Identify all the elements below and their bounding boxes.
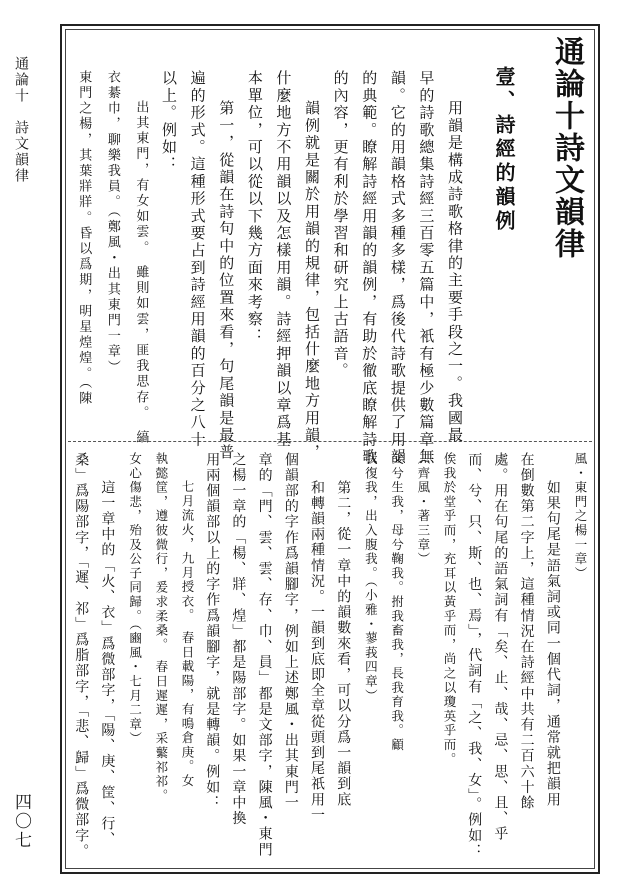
- lower-column-15: 用兩個韻部以上的字作爲韻腳字，就是轉韻。例如：: [204, 452, 221, 811]
- lower-column-5: 而、兮、只、斯、也、焉」，代詞有「之、我、女」。例如：: [466, 452, 483, 860]
- upper-column-14: 東門之楊，其葉牂牂。昏以爲期，明星煌煌。（陳: [76, 70, 92, 407]
- lower-column-11: 和轉韻兩種情況。一韻到底即全章從頭到尾祇用一: [309, 480, 325, 824]
- upper-column-7: 什麼地方不用韻以及怎樣用韻。詩經押韻以章爲基: [274, 70, 293, 449]
- lower-column-10: 第二，從一章中的韻數來看，可以分爲一韻到底: [335, 480, 352, 808]
- chapter-title: [548, 36, 584, 260]
- upper-column-1: 用韻是構成詩歌格律的主要手段之一。我國最: [446, 100, 464, 444]
- upper-column-11: 以上。例如：: [160, 70, 178, 174]
- chapter-number: 通論十: [549, 36, 584, 132]
- section-title: 壹、詩經的韻例: [492, 66, 516, 234]
- lower-column-7: （齊風・著三章）: [415, 452, 431, 567]
- lower-column-6: 俟我於堂乎而，充耳以黃乎而，尚之以瓊英乎而。: [442, 452, 457, 767]
- lower-column-12: 個韻部的字作爲韻腳字，例如上述鄭風・出其東門一: [282, 452, 299, 811]
- lower-column-16: 七月流火，九月授衣。 春日載陽，有鳴倉庚。女: [180, 480, 195, 789]
- lower-column-8: 父兮生我，母兮鞠我。拊我畜我，長我育我。顧: [389, 452, 405, 753]
- upper-column-13: 衣綦巾，聊樂我員。（鄭風・出其東門一章）: [104, 70, 120, 376]
- upper-column-2: 早的詩歌總集詩經三百零五篇中，衹有極少數篇章無: [417, 70, 436, 466]
- chapter-name: 詩文韻律: [549, 132, 584, 260]
- lower-column-9: 我復我，出入腹我。（小雅・蓼莪四章）: [363, 452, 379, 704]
- upper-column-5: 的內容，更有利於學習和研究上古語音。: [331, 70, 350, 380]
- lower-column-3: 在倒數第二字上，這種情況在詩經中共有二百六十餘: [518, 452, 535, 811]
- upper-column-9: 第一，從韻在詩句中的位置來看，句尾韻是最普: [217, 100, 236, 462]
- upper-column-3: 韻。它的用韻格式多種多樣，爲後代詩歌提供了用韻: [388, 70, 407, 466]
- page-number: 四〇七: [11, 793, 31, 850]
- lower-column-19: 這一章中的「火、衣」爲微部字，「陽、庚、筐、行、: [99, 480, 116, 848]
- upper-column-10: 遍的形式。這種形式要占到詩經用韻的百分之八十: [188, 70, 207, 449]
- lower-column-1: 風・東門之楊一章）: [573, 452, 588, 581]
- upper-column-8: 本單位，可以從以下幾方面來考察：: [245, 70, 264, 346]
- lower-column-20: 桑」爲陽部字，「遲、祁」爲脂部字，「悲、歸」爲微部字。: [73, 452, 90, 860]
- lower-column-13: 章的「門、雲、雲、存、巾、員」都是文部字，陳風・東門: [256, 452, 273, 858]
- lower-column-4: 處。用在句尾的語氣詞有「矣、止、哉、忌、思、且、乎: [492, 452, 509, 842]
- lower-column-18: 女心傷悲，殆及公子同歸。（豳風・七月二章）: [127, 452, 143, 747]
- lower-column-14: 之楊一章的「楊、牂、煌」都是陽部字。如果一章中換: [230, 452, 247, 827]
- page-frame: [60, 24, 600, 874]
- upper-column-6: 韻例就是關於用韻的規律，包括什麼地方用韻，: [303, 100, 321, 462]
- upper-column-12: 出其東門，有女如雲。 雖則如雲，匪我思存。 縞: [133, 100, 149, 446]
- upper-column-4: 的典範。瞭解詩經用韻的韻例，有助於徹底瞭解詩歌: [360, 70, 379, 466]
- lower-column-2: 如果句尾是語氣詞或同一個代詞，通常就把韻用: [544, 480, 561, 808]
- lower-column-17: 執懿筐，遵彼微行，爰求柔桑。 春日遲遲，采蘩祁祁。: [153, 452, 169, 804]
- running-head: 通論十 詩文韻律: [13, 56, 29, 184]
